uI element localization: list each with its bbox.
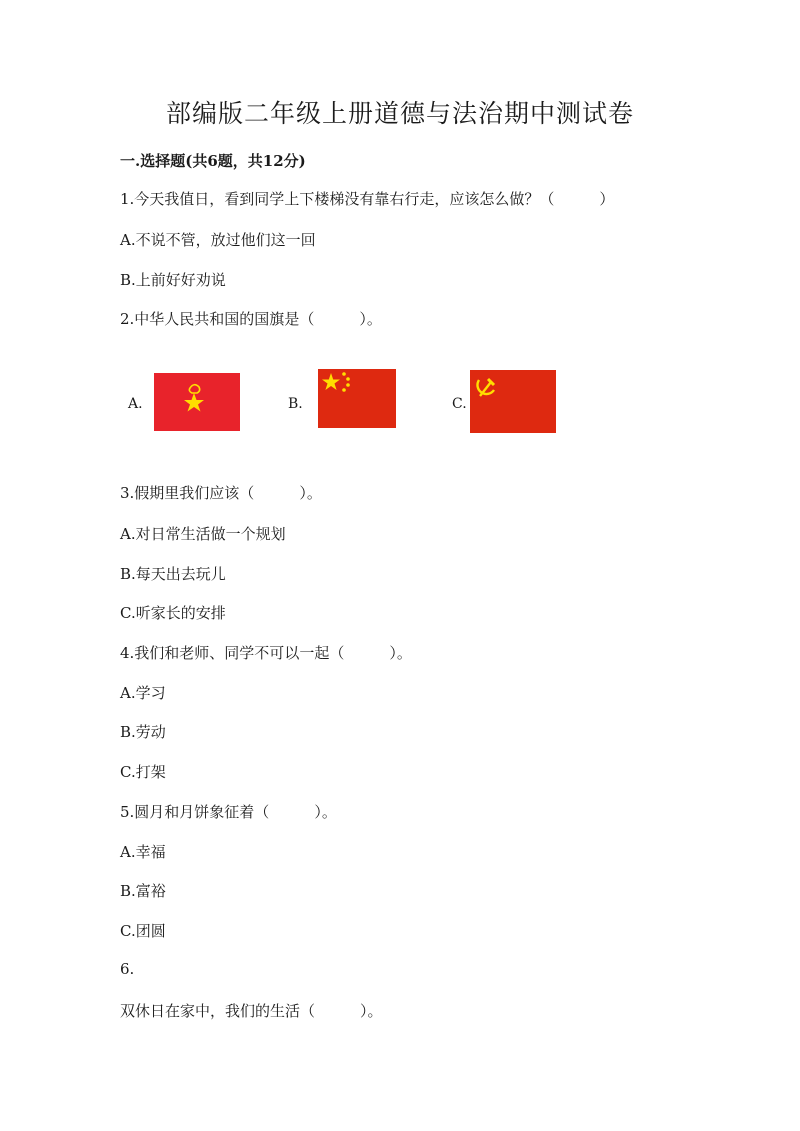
question-6-stem: 双休日在家中，我们的生活（ ）。 — [120, 1002, 383, 1020]
question-1-option-b: B.上前好好劝说 — [120, 271, 226, 289]
question-2-stem: 2.中华人民共和国的国旗是（ ）。 — [120, 310, 382, 328]
flag-option-c-image — [470, 370, 556, 433]
flag-b-small-star-4 — [342, 388, 346, 392]
question-3-option-a: A.对日常生活做一个规划 — [120, 525, 286, 543]
flag-b-small-star-2 — [346, 377, 350, 381]
question-4-stem: 4.我们和老师、同学不可以一起（ ）。 — [120, 644, 412, 662]
question-3-option-b: B.每天出去玩儿 — [120, 565, 226, 583]
section-heading: 一.选择题(共6题，共12分) — [120, 152, 306, 170]
flag-option-a-image — [154, 373, 240, 431]
flag-c-field — [470, 370, 556, 433]
question-4-option-c: C.打架 — [120, 763, 166, 781]
question-5-option-c: C.团圆 — [120, 922, 166, 940]
question-3-option-c: C.听家长的安排 — [120, 604, 226, 622]
page-title: 部编版二年级上册道德与法治期中测试卷 — [165, 99, 634, 128]
question-5-option-a: A.幸福 — [120, 843, 166, 861]
flag-b-small-star-1 — [342, 372, 346, 376]
question-2-option-a-label: A. — [128, 396, 143, 412]
question-6-number: 6. — [120, 960, 135, 978]
question-1-stem: 1.今天我值日，看到同学上下楼梯没有靠右行走，应该怎么做？（ ） — [120, 190, 615, 208]
question-3-stem: 3.假期里我们应该（ ）。 — [120, 484, 322, 502]
question-2-option-c-label: C. — [452, 396, 467, 412]
question-4-option-a: A.学习 — [120, 684, 166, 702]
question-2-option-b-label: B. — [288, 396, 303, 412]
flag-b-small-star-3 — [346, 383, 350, 387]
flag-option-b-image — [318, 369, 396, 428]
question-1-option-a: A.不说不管，放过他们这一回 — [120, 231, 316, 249]
question-5-option-b: B.富裕 — [120, 882, 166, 900]
question-5-stem: 5.圆月和月饼象征着（ ）。 — [120, 803, 337, 821]
question-4-option-b: B.劳动 — [120, 723, 166, 741]
